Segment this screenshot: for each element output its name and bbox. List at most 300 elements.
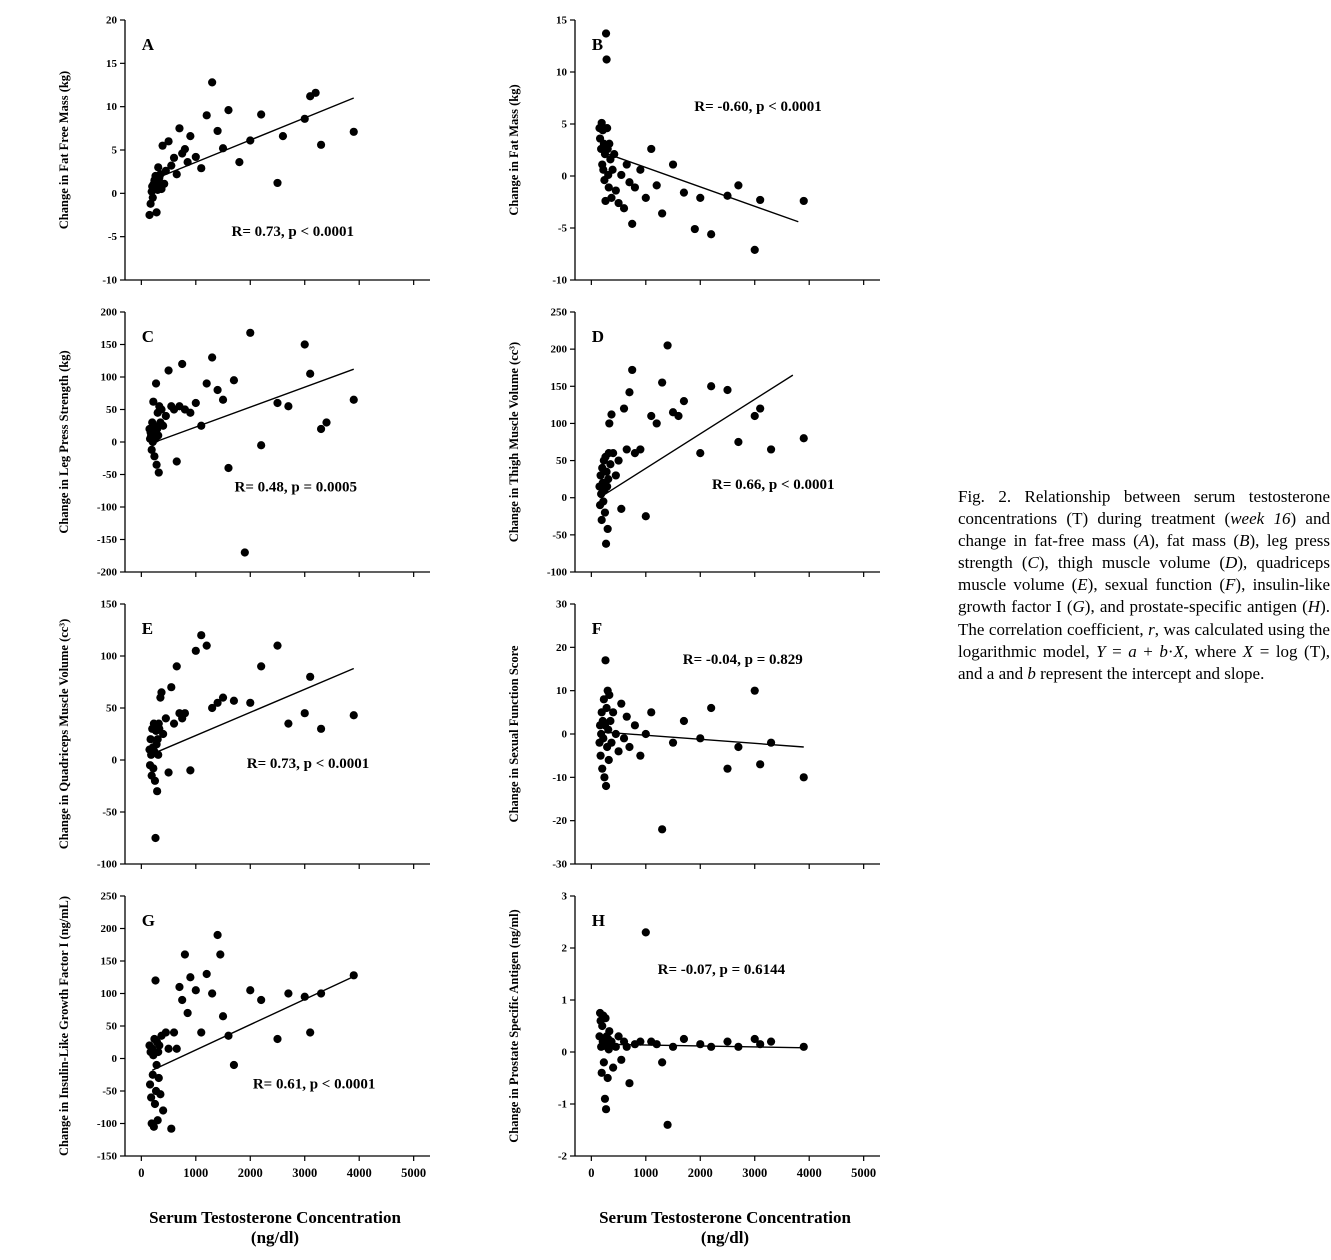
caption-segment: ), leg press strength ( <box>958 531 1330 573</box>
y-tick-label: -10 <box>552 274 567 287</box>
data-point <box>610 150 618 158</box>
data-point <box>751 246 759 254</box>
data-point <box>800 197 808 205</box>
data-point <box>146 1080 154 1088</box>
data-point <box>350 396 358 404</box>
data-point <box>273 179 281 187</box>
data-point <box>152 208 160 216</box>
data-point <box>647 145 655 153</box>
data-point <box>284 402 292 410</box>
data-point <box>599 734 607 742</box>
y-tick-label: -200 <box>96 566 117 579</box>
data-point <box>723 192 731 200</box>
data-point <box>246 329 254 337</box>
y-tick-label: 0 <box>111 1053 117 1065</box>
data-point <box>653 1040 661 1048</box>
data-point <box>301 115 309 123</box>
data-point <box>617 1056 625 1064</box>
data-point <box>623 445 631 453</box>
data-point <box>192 153 200 161</box>
data-point <box>614 747 622 755</box>
data-point <box>208 78 216 86</box>
annotation: R= 0.73, p < 0.0001 <box>246 755 370 772</box>
y-tick-label: 100 <box>100 988 117 1000</box>
data-point <box>173 457 181 465</box>
data-point <box>647 708 655 716</box>
data-point <box>800 1043 808 1051</box>
y-tick-label: 250 <box>100 890 117 903</box>
data-point <box>154 431 162 439</box>
data-point <box>224 464 232 472</box>
y-tick-label: 200 <box>100 923 117 935</box>
y-tick-label: 0 <box>561 728 567 741</box>
data-point <box>186 409 194 417</box>
data-point <box>614 456 622 464</box>
data-point <box>164 137 172 145</box>
caption-segment: a <box>1128 641 1137 661</box>
data-point <box>680 397 688 405</box>
data-point <box>186 766 194 774</box>
data-point <box>647 412 655 420</box>
y-tick-label: -10 <box>102 274 117 287</box>
data-point <box>608 166 616 174</box>
caption-segment: ), fat mass ( <box>1149 531 1240 551</box>
y-axis-title: Change in Leg Press Strength (kg) <box>57 350 71 534</box>
y-tick-label: 50 <box>106 702 117 715</box>
data-point <box>192 986 200 994</box>
x-tick-label: 1000 <box>183 1166 209 1180</box>
y-tick-label: 15 <box>106 57 117 70</box>
caption-segment: , was calculated using the logarithmic model, <box>958 619 1330 661</box>
y-tick-label: 150 <box>100 339 117 351</box>
caption-segment: G <box>1072 597 1085 617</box>
data-point <box>723 1038 731 1046</box>
panel-letter: F <box>591 619 603 638</box>
y-tick-label: 100 <box>100 371 117 384</box>
data-point <box>312 89 320 97</box>
data-point <box>636 166 644 174</box>
data-point <box>150 452 158 460</box>
data-point <box>284 720 292 728</box>
data-point <box>612 730 620 738</box>
data-point <box>669 160 677 168</box>
data-point <box>756 760 764 768</box>
data-point <box>663 341 671 349</box>
data-point <box>604 525 612 533</box>
caption-segment: Y <box>1096 641 1106 661</box>
data-point <box>273 642 281 650</box>
y-tick-label: -50 <box>102 469 117 481</box>
charts-column-right <box>505 8 900 1248</box>
data-point <box>155 1074 163 1082</box>
data-point <box>642 928 650 936</box>
annotation: R= 0.73, p < 0.0001 <box>231 223 355 240</box>
data-point <box>184 158 192 166</box>
data-point <box>350 128 358 136</box>
y-tick-label: 20 <box>106 14 117 27</box>
data-point <box>257 110 265 118</box>
data-point <box>623 160 631 168</box>
data-point <box>600 1058 608 1066</box>
y-tick-label: 30 <box>556 598 567 611</box>
data-point <box>800 773 808 781</box>
x-tick-label: 5000 <box>851 1166 877 1180</box>
data-point <box>152 1061 160 1069</box>
y-axis-title: Change in Prostate Specific Antigen (ng/ml) <box>507 909 521 1143</box>
data-point <box>317 725 325 733</box>
data-point <box>181 145 189 153</box>
data-point <box>208 353 216 361</box>
data-point <box>284 989 292 997</box>
data-point <box>605 419 613 427</box>
data-point <box>756 196 764 204</box>
data-point <box>192 647 200 655</box>
data-point <box>604 1074 612 1082</box>
data-point <box>149 194 157 202</box>
caption-segment: b <box>1159 641 1168 661</box>
y-tick-label: 0 <box>561 1046 567 1059</box>
x-tick-label: 2000 <box>687 1166 713 1180</box>
data-point <box>663 1121 671 1129</box>
data-point <box>197 1028 205 1036</box>
data-point <box>350 711 358 719</box>
data-point <box>162 714 170 722</box>
data-point <box>219 144 227 152</box>
y-axis-title: Change in Fat Mass (kg) <box>507 84 521 216</box>
y-tick-label: -5 <box>557 222 567 235</box>
y-tick-label: 150 <box>100 955 117 968</box>
panel-letter: D <box>591 327 605 346</box>
data-point <box>602 55 610 63</box>
data-point <box>306 370 314 378</box>
data-point <box>159 730 167 738</box>
data-point <box>317 425 325 433</box>
y-tick-label: -100 <box>96 501 117 514</box>
y-tick-label: 100 <box>100 650 117 663</box>
y-tick-label: -100 <box>546 566 567 579</box>
caption-segment: H <box>1307 597 1321 617</box>
y-tick-label: 50 <box>106 1020 117 1033</box>
data-point <box>306 673 314 681</box>
data-point <box>680 717 688 725</box>
data-point <box>696 194 704 202</box>
y-tick-label: -50 <box>102 806 117 819</box>
data-point <box>620 404 628 412</box>
panel-f-scatter-plot <box>505 592 900 878</box>
data-point <box>609 1064 617 1072</box>
data-point <box>612 1043 620 1051</box>
data-point <box>257 441 265 449</box>
data-point <box>181 950 189 958</box>
caption-segment: B <box>1239 531 1250 551</box>
data-point <box>723 386 731 394</box>
data-point <box>604 726 612 734</box>
data-point <box>246 699 254 707</box>
data-point <box>658 1058 666 1066</box>
caption-segment: week 16 <box>1230 509 1291 529</box>
y-tick-label: -30 <box>552 858 567 871</box>
y-tick-label: 150 <box>550 380 567 393</box>
data-point <box>606 717 614 725</box>
data-point <box>350 971 358 979</box>
data-point <box>734 1043 742 1051</box>
caption-segment: = <box>1105 641 1129 661</box>
data-point <box>603 124 611 132</box>
y-tick-label: 200 <box>100 306 117 319</box>
data-point <box>691 225 699 233</box>
data-point <box>596 752 604 760</box>
data-point <box>167 683 175 691</box>
data-point <box>235 158 243 166</box>
data-point <box>609 449 617 457</box>
data-point <box>607 739 615 747</box>
data-point <box>625 743 633 751</box>
data-point <box>628 220 636 228</box>
y-axis-title: Change in Insulin-Like Growth Factor I (ng/mL) <box>57 894 71 1156</box>
y-tick-label: 15 <box>556 14 567 27</box>
x-tick-label: 2000 <box>237 1166 263 1180</box>
data-point <box>175 983 183 991</box>
data-point <box>145 211 153 219</box>
data-point <box>602 782 610 790</box>
data-point <box>273 1035 281 1043</box>
data-point <box>605 1027 613 1035</box>
data-point <box>602 540 610 548</box>
caption-segment: r <box>1148 619 1155 639</box>
data-point <box>162 1028 170 1036</box>
panel-h-scatter-plot <box>505 884 900 1190</box>
data-point <box>605 756 613 764</box>
y-tick-label: 200 <box>550 343 567 356</box>
y-tick-label: -50 <box>102 1085 117 1098</box>
y-tick-label: 1 <box>561 994 567 1007</box>
data-point <box>170 154 178 162</box>
panel-letter: B <box>591 35 604 54</box>
data-point <box>151 976 159 984</box>
y-tick-label: 50 <box>556 455 567 468</box>
data-point <box>173 170 181 178</box>
caption-segment: ) and change in fat-free mass ( <box>958 509 1330 551</box>
x-tick-label: 5000 <box>401 1166 427 1180</box>
annotation: R= 0.66, p < 0.0001 <box>711 476 835 493</box>
caption-segment: , where <box>1183 641 1243 661</box>
panel-letter: E <box>141 619 154 638</box>
data-point <box>230 697 238 705</box>
y-tick-label: 0 <box>111 436 117 449</box>
panel-c-scatter-plot <box>55 300 450 586</box>
data-point <box>631 721 639 729</box>
caption-segment: represent the intercept and slope. <box>1035 663 1265 683</box>
data-point <box>197 422 205 430</box>
data-point <box>767 445 775 453</box>
data-point <box>636 752 644 760</box>
caption-segment: E <box>1077 575 1088 595</box>
data-point <box>164 768 172 776</box>
x-axis-title-left: Serum Testosterone Concentration (ng/dl) <box>149 1208 401 1247</box>
data-point <box>317 141 325 149</box>
y-tick-label: -150 <box>96 1150 117 1163</box>
data-point <box>605 140 613 148</box>
data-point <box>734 438 742 446</box>
data-point <box>203 642 211 650</box>
data-point <box>167 1125 175 1133</box>
y-tick-label: 20 <box>556 641 567 654</box>
data-point <box>301 993 309 1001</box>
data-point <box>273 399 281 407</box>
data-point <box>598 1022 606 1030</box>
y-tick-label: -5 <box>107 231 117 244</box>
data-point <box>203 970 211 978</box>
data-point <box>170 1028 178 1036</box>
figure-caption <box>958 486 1330 685</box>
y-tick-label: 0 <box>561 492 567 505</box>
caption-segment: ), thigh muscle volume ( <box>1038 553 1226 573</box>
y-axis-title: Change in Sexual Function Score <box>507 645 521 823</box>
y-tick-label: -100 <box>96 858 117 871</box>
data-point <box>680 1035 688 1043</box>
data-point <box>767 739 775 747</box>
y-tick-label: -50 <box>552 529 567 542</box>
data-point <box>301 340 309 348</box>
data-point <box>723 765 731 773</box>
data-point <box>680 189 688 197</box>
data-point <box>170 720 178 728</box>
data-point <box>213 931 221 939</box>
caption-segment: Fig. 2. Relationship between serum testosterone concentrations (T) during treatment ( <box>958 487 1330 529</box>
y-tick-label: 10 <box>556 66 567 79</box>
data-point <box>623 1043 631 1051</box>
annotation: R= -0.60, p < 0.0001 <box>694 99 822 115</box>
annotation: R= -0.07, p = 0.6144 <box>657 962 786 978</box>
data-point <box>213 127 221 135</box>
data-point <box>707 1043 715 1051</box>
data-point <box>230 1061 238 1069</box>
panel-letter: G <box>141 911 156 930</box>
data-point <box>224 106 232 114</box>
data-point <box>631 183 639 191</box>
data-point <box>636 445 644 453</box>
panel-g-scatter-plot <box>55 884 450 1190</box>
data-point <box>669 1043 677 1051</box>
data-point <box>658 209 666 217</box>
y-tick-label: 5 <box>111 144 117 157</box>
data-point <box>767 1038 775 1046</box>
data-point <box>224 1032 232 1040</box>
caption-segment: D <box>1225 553 1238 573</box>
data-point <box>241 548 249 556</box>
data-point <box>642 194 650 202</box>
y-tick-label: 0 <box>111 754 117 767</box>
data-point <box>167 162 175 170</box>
data-point <box>636 1038 644 1046</box>
x-tick-label: 4000 <box>796 1166 822 1180</box>
data-point <box>160 180 168 188</box>
data-point <box>322 418 330 426</box>
data-point <box>301 709 309 717</box>
data-point <box>734 181 742 189</box>
annotation: R= 0.48, p = 0.0005 <box>234 479 358 496</box>
y-tick-label: 10 <box>106 101 117 114</box>
data-point <box>734 743 742 751</box>
data-point <box>152 461 160 469</box>
data-point <box>600 773 608 781</box>
data-point <box>625 388 633 396</box>
data-point <box>800 434 808 442</box>
caption-segment: A <box>1138 531 1150 551</box>
y-tick-label: -20 <box>552 815 567 828</box>
data-point <box>178 360 186 368</box>
data-point <box>756 1040 764 1048</box>
data-point <box>184 1009 192 1017</box>
caption-segment: ), sexual function ( <box>1087 575 1226 595</box>
y-tick-label: 3 <box>561 890 567 903</box>
y-tick-label: 0 <box>111 187 117 200</box>
caption-segment: + <box>1136 641 1160 661</box>
data-point <box>620 204 628 212</box>
charts-column-left <box>55 8 450 1248</box>
caption-segment: ), insulin-like growth factor I ( <box>958 575 1331 617</box>
data-point <box>155 468 163 476</box>
y-tick-label: -2 <box>557 1150 567 1163</box>
data-point <box>154 751 162 759</box>
y-tick-label: 5 <box>561 118 567 131</box>
panel-b-scatter-plot <box>505 8 900 294</box>
data-point <box>658 378 666 386</box>
y-tick-label: 2 <box>561 942 567 955</box>
data-point <box>216 950 224 958</box>
data-point <box>707 382 715 390</box>
y-tick-label: -150 <box>96 534 117 546</box>
data-point <box>306 1028 314 1036</box>
data-point <box>601 1014 609 1022</box>
panel-a-scatter-plot <box>55 8 450 294</box>
data-point <box>696 1040 704 1048</box>
data-point <box>601 508 609 516</box>
data-point <box>696 734 704 742</box>
caption-segment: ), quadriceps muscle volume ( <box>958 553 1330 595</box>
data-point <box>602 29 610 37</box>
data-point <box>219 694 227 702</box>
regression-line <box>152 975 356 1070</box>
data-point <box>203 111 211 119</box>
data-point <box>707 704 715 712</box>
data-point <box>669 739 677 747</box>
x-tick-label: 0 <box>138 1166 145 1180</box>
data-point <box>609 708 617 716</box>
y-tick-label: 250 <box>550 306 567 319</box>
data-point <box>213 386 221 394</box>
annotation: R= -0.04, p = 0.829 <box>682 651 803 668</box>
caption-segment: X <box>1242 641 1254 661</box>
data-point <box>164 366 172 374</box>
y-tick-label: 100 <box>550 417 567 430</box>
y-tick-label: -10 <box>552 771 567 784</box>
data-point <box>151 777 159 785</box>
data-point <box>173 1045 181 1053</box>
data-point <box>696 449 704 457</box>
caption-segment: ). The correlation coefficient, <box>958 597 1330 639</box>
data-point <box>601 1095 609 1103</box>
data-point <box>625 1079 633 1087</box>
data-point <box>219 1012 227 1020</box>
data-point <box>598 516 606 524</box>
panel-letter: H <box>591 911 606 930</box>
data-point <box>219 396 227 404</box>
data-point <box>607 410 615 418</box>
data-point <box>623 713 631 721</box>
data-point <box>617 171 625 179</box>
data-point <box>605 691 613 699</box>
